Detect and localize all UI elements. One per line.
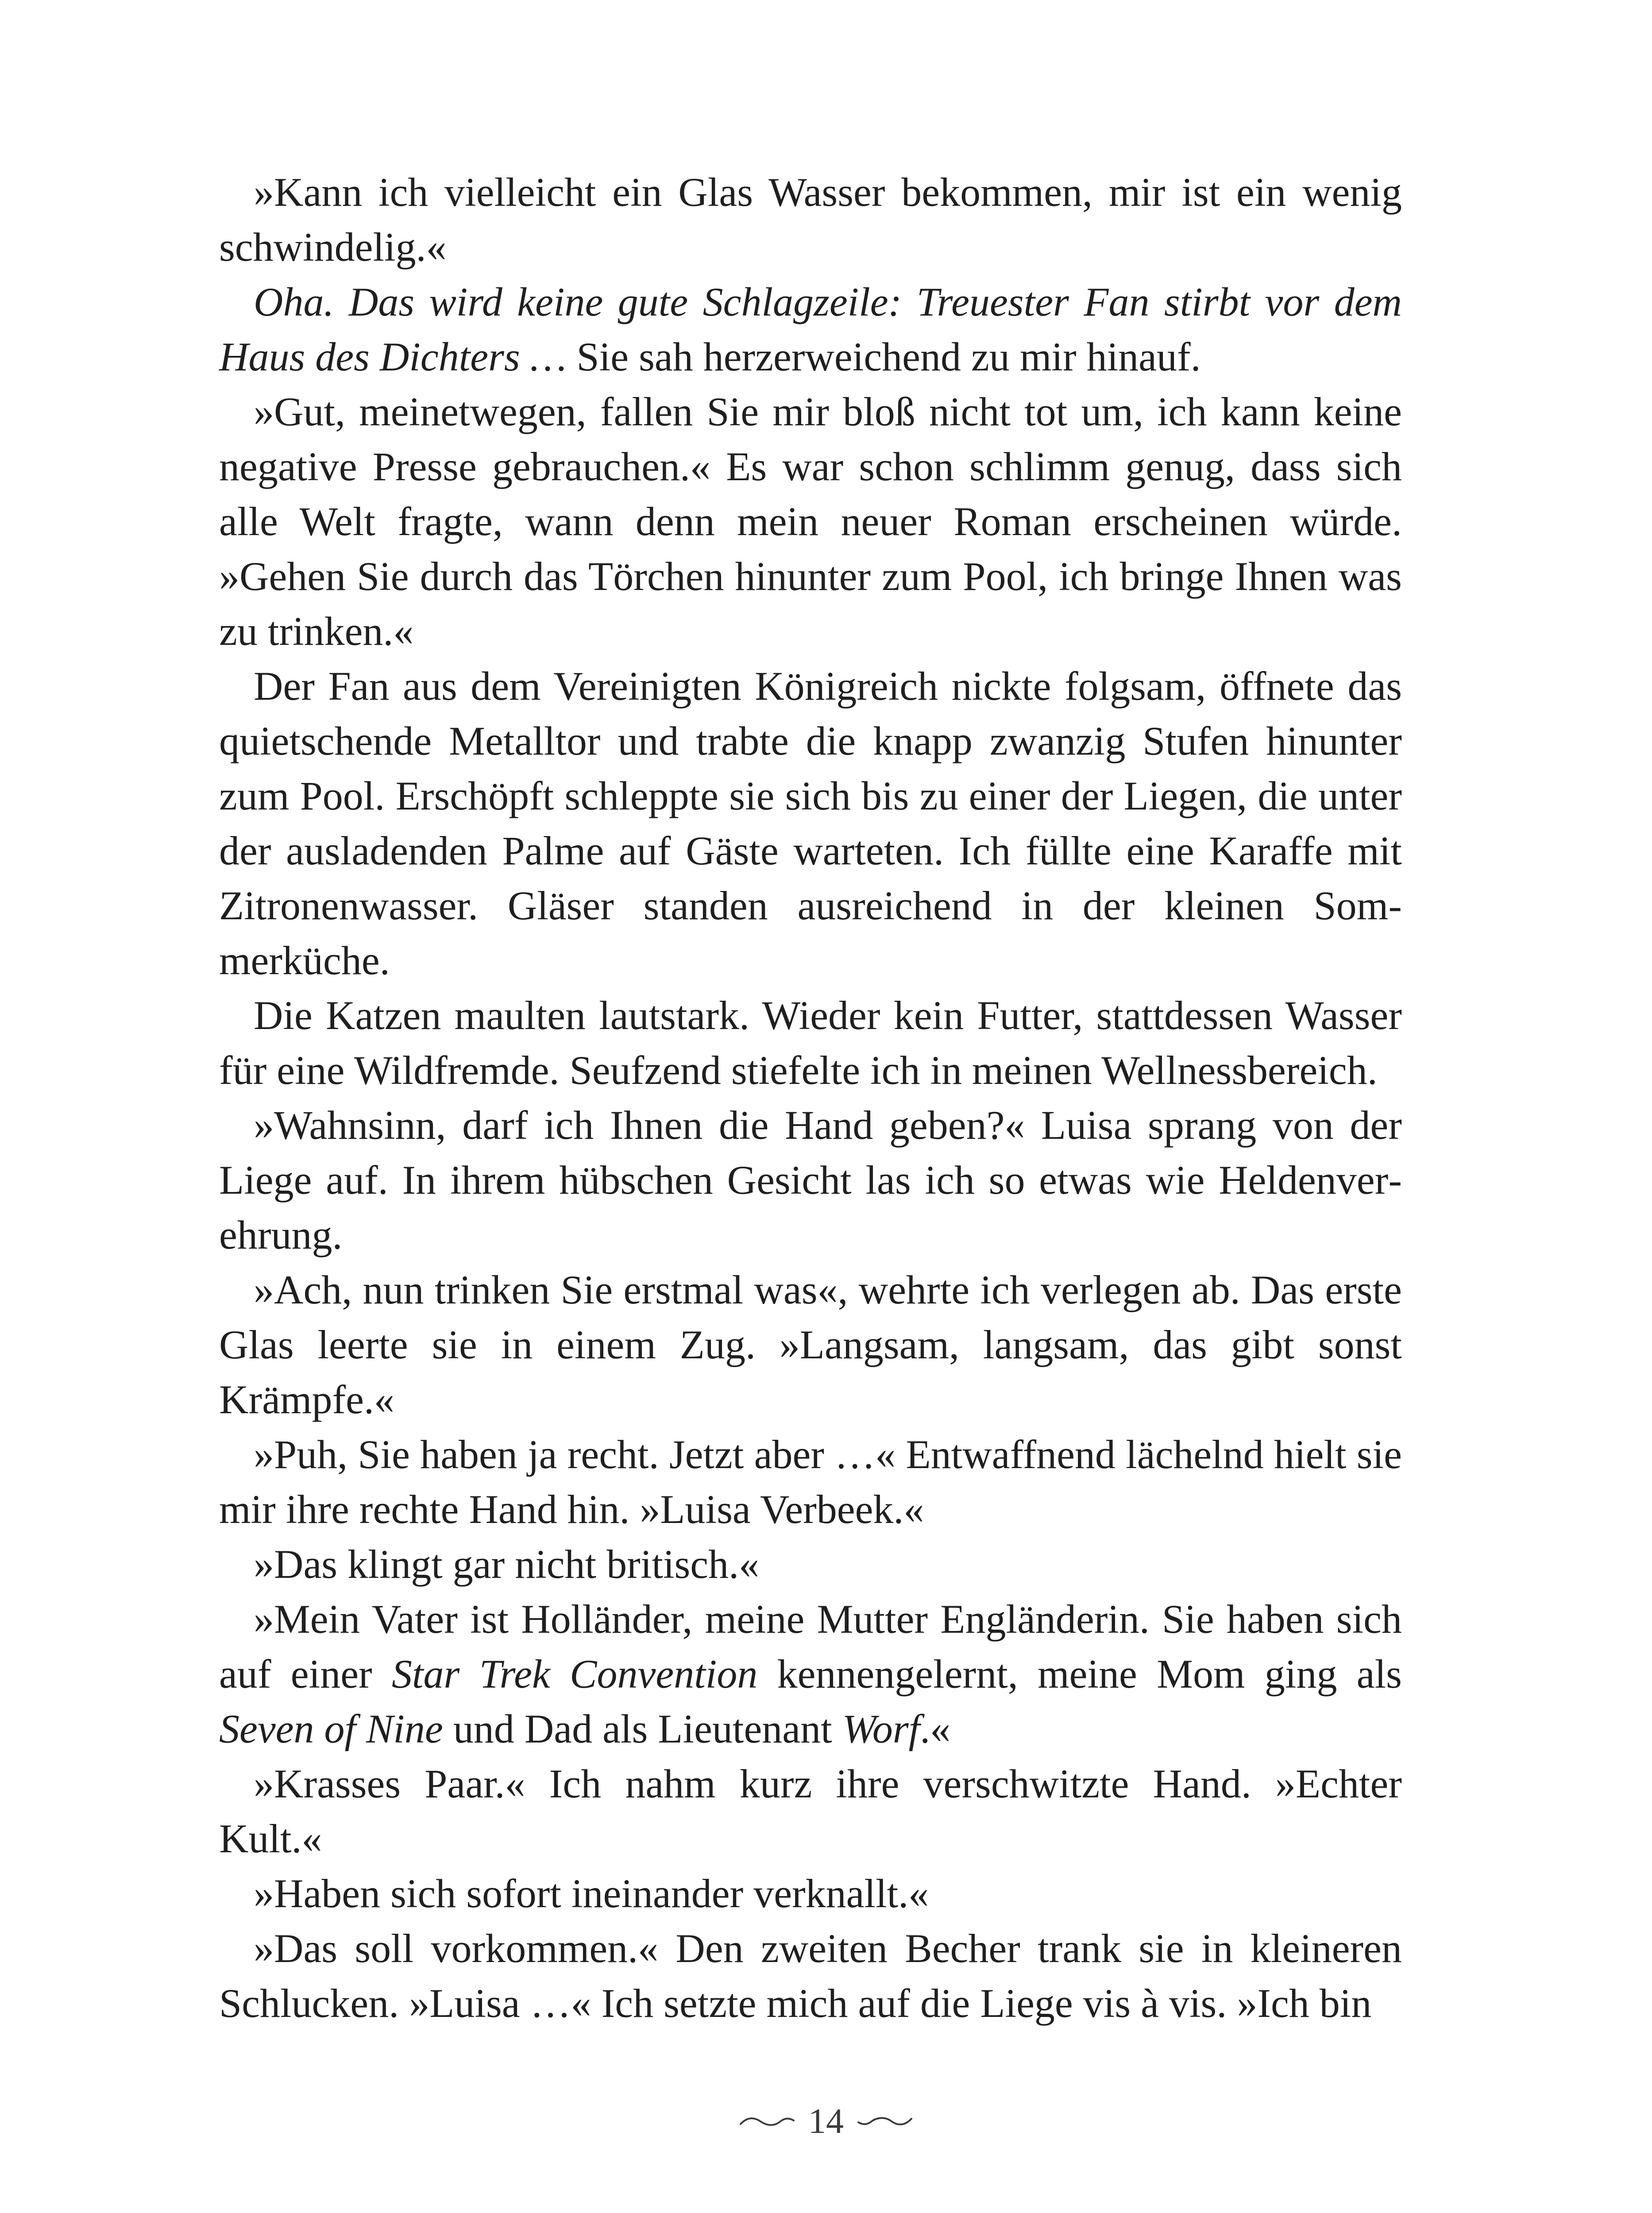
italic-text-run: Worf <box>842 1706 920 1751</box>
text-run: Die Katzen maulten lautstark. Wieder kein Futter, stattdessen Wasser für eine Wildfremde. Seufzend stiefelte ich in meinen Wellnessbereich. <box>219 993 1402 1093</box>
paragraph <box>219 988 1402 1098</box>
paragraph <box>219 1756 1402 1866</box>
italic-text-run: Seven of Nine <box>219 1706 443 1751</box>
text-run: »Haben sich sofort ineinander verknallt.« <box>254 1871 929 1916</box>
text-run: »Krasses Paar.« Ich nahm kurz ihre verschwitzte Hand. »Echter Kult.« <box>219 1761 1402 1861</box>
paragraph <box>219 1592 1402 1756</box>
text-run: »Das soll vorkommen.« Den zweiten Becher trank sie in kleineren Schlucken. »Luisa …« Ich setzte mich auf die Liege vis à vis. »Ich bin <box>219 1926 1402 2026</box>
text-run: »Das klingt gar nicht britisch.« <box>254 1542 760 1587</box>
text-run: »Ach, nun trinken Sie erstmal was«, wehrte ich verlegen ab. Das erste Glas leerte sie in einem Zug. »Langsam, langsam, das gibt sonst Krämpfe.« <box>219 1267 1402 1422</box>
paragraph <box>219 1537 1402 1592</box>
text-run: »Kann ich vielleicht ein Glas Wasser bekommen, mir ist ein wenig schwindelig.« <box>219 170 1402 270</box>
body-text <box>219 165 1402 2031</box>
paragraph <box>219 1921 1402 2031</box>
text-run: kennengelernt, meine Mom ging als <box>757 1651 1402 1696</box>
text-run: .« <box>920 1706 951 1751</box>
paragraph <box>219 165 1402 274</box>
paragraph <box>219 274 1402 384</box>
paragraph <box>219 1866 1402 1921</box>
text-run: und Dad als Lieutenant <box>443 1706 842 1751</box>
italic-text-run: Oha. Das wird keine gute Schlagzeile: Treuester Fan stirbt vor dem Haus des Dichters … <box>219 279 1402 379</box>
text-run: Sie sah herzerweichend zu mir hinauf. <box>566 334 1201 379</box>
text-run: »Gut, meinetwegen, fallen Sie mir bloß nicht tot um, ich kann keine negative Presse gebrauchen.« Es war schon schlimm genug, dass sich alle Welt fragte, wann denn mein neuer Roman erscheinen würde. »Gehen Sie durch das Törchen hinunter zum Pool, ich bringe Ihnen was zu trinken.« <box>219 389 1402 654</box>
text-run: »Wahnsinn, darf ich Ihnen die Hand geben?« Luisa sprang von der Liege auf. In ihrem hübschen Gesicht las ich so etwas wie Heldenverehrung. <box>219 1103 1402 1257</box>
page-number: 14 <box>808 2101 844 2141</box>
right-swash-ornament-icon <box>856 2113 914 2130</box>
text-run: »Mein Vater ist Holländer, meine Mutter Engländerin. Sie haben sich auf einer <box>219 1596 1402 1696</box>
page-footer <box>0 2096 1652 2144</box>
paragraph <box>219 384 1402 659</box>
paragraph <box>219 659 1402 988</box>
left-swash-ornament-icon <box>738 2113 796 2130</box>
paragraph <box>219 1427 1402 1537</box>
paragraph <box>219 1262 1402 1427</box>
paragraph <box>219 1098 1402 1262</box>
text-run: Der Fan aus dem Vereinigten Königreich nickte folgsam, öffnete das quietschende Metalltor und trabte die knapp zwanzig Stufen hinunter zum Pool. Erschöpft schleppte sie sich bis zu einer der Liegen, die unter der ausladenden Palme auf Gäste warteten. Ich füllte eine Karaffe mit Zitronenwasser. Gläser standen ausreichend in der kleinen Sommerküche. <box>219 663 1402 983</box>
text-run: »Puh, Sie haben ja recht. Jetzt aber …« Entwaffnend lächelnd hielt sie mir ihre rechte Hand hin. »Luisa Verbeek.« <box>219 1432 1402 1532</box>
italic-text-run: Star Trek Convention <box>392 1651 758 1696</box>
